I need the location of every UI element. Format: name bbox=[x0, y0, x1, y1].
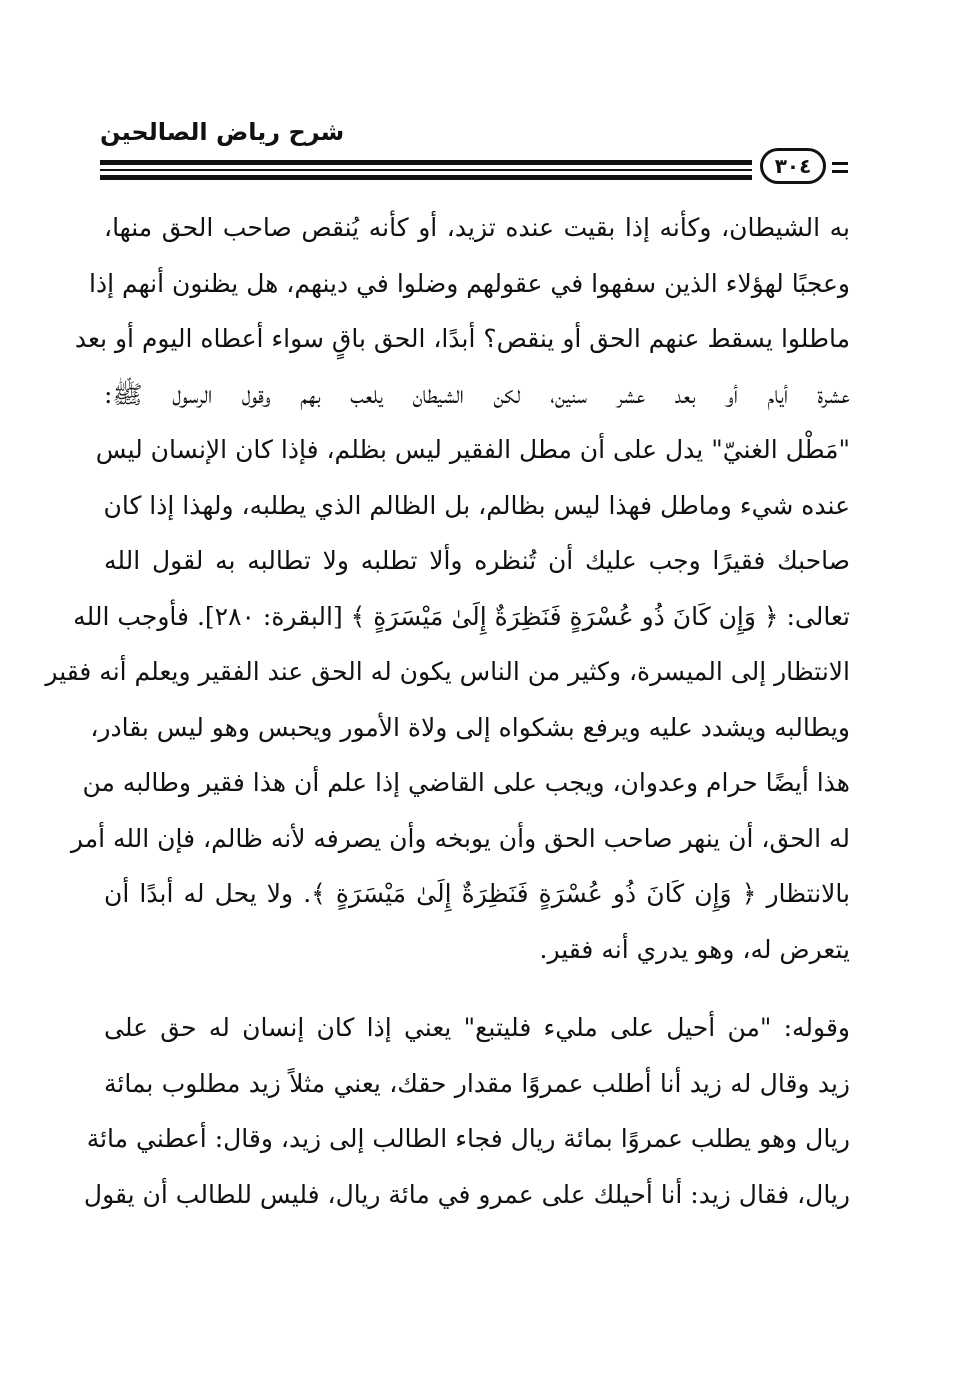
text-line: صاحبك فقيرًا وجب عليك أن تُنظره وألا تطلبه ولا تطالبه به لقول الله bbox=[104, 546, 850, 575]
text-line: يتعرض له، وهو يدري أنه فقير. bbox=[539, 934, 850, 964]
text-line: الانتظار إلى الميسرة، وكثير من الناس يكون له الحق عند الفقير ويعلم أنه فقير bbox=[45, 657, 850, 686]
text-line: عنده شيء وماطل فهذا ليس بظالم، بل الظالم الذي يطلبه، ولهذا إذا كان bbox=[103, 490, 850, 520]
text-line: ماطلوا يسقط عنهم الحق أو ينقص؟ أبدًا، الحق باقٍ سواء أعطاه اليوم أو بعد bbox=[74, 324, 850, 353]
page-number: ٣٠٤ bbox=[760, 148, 826, 184]
header-rule-thin bbox=[100, 169, 752, 171]
text-line: وقوله: "من أحيل على مليء فليتبع" يعني إذا كان إنسان له حق على bbox=[104, 1013, 850, 1042]
book-title: شرح رياض الصالحين bbox=[100, 118, 345, 146]
paragraph-1 bbox=[45, 200, 850, 977]
text-line: هذا أيضًا حرام وعدوان، ويجب على القاضي إذا علم أن هذا فقير وطالبه من bbox=[82, 768, 850, 797]
text-line: "مَطْل الغنيّ" يدل على أن مطل الفقير ليس بظلم، فإذا كان الإنسان ليس bbox=[95, 435, 850, 464]
page-number-mark bbox=[832, 162, 848, 174]
text-line-quran-verse: بالانتظار ﴿ وَإِن كَانَ ذُو عُسْرَةٍ فَنَظِرَةٌ إِلَىٰ مَيْسَرَةٍ ﴾. ولا يحل له أبدًا أن bbox=[104, 879, 850, 908]
text-line: ريال وهو يطلب عمروًا بمائة ريال فجاء الطالب إلى زيد، وقال: أعطني مائة bbox=[86, 1124, 850, 1153]
header-rule bbox=[100, 158, 752, 182]
text-line: له الحق، أن ينهر صاحب الحق وأن يوبخه وأن يصرفه لأنه ظالم، فإن الله أمر bbox=[70, 823, 850, 853]
header-rule-thick-bottom bbox=[100, 175, 752, 180]
text-line: به الشيطان، وكأنه إذا بقيت عنده تزيد، أو كأنه يُنقص صاحب الحق منها، bbox=[104, 213, 850, 242]
text-line: عشرة أيام أو بعد عشر سنين، لكن الشيطان يلعب بهم وقول الرسول ﷺ: bbox=[104, 379, 850, 409]
paragraph-2 bbox=[83, 1000, 850, 1222]
text-line: ويطالبه ويشدد عليه ويرفع بشكواه إلى ولاة الأمور ويحبس وهو ليس بقادر، bbox=[90, 712, 850, 742]
text-line: وعجبًا لهؤلاء الذين سفهوا في عقولهم وضلوا في دينهم، هل يظنون أنهم إذا bbox=[89, 268, 850, 298]
page-header bbox=[100, 118, 850, 188]
text-line: زيد وقال له زيد أنا أطلب عمروًا مقدار حقك، يعني مثلاً زيد مطلوب بمائة bbox=[104, 1068, 850, 1098]
header-rule-thick-top bbox=[100, 160, 752, 165]
text-line: ريال، فقال زيد: أنا أحيلك على عمرو في مائة ريال، فليس للطالب أن يقول bbox=[83, 1179, 850, 1209]
text-line-quran-verse: تعالى: ﴿ وَإِن كَانَ ذُو عُسْرَةٍ فَنَظِرَةٌ إِلَىٰ مَيْسَرَةٍ ﴾ [البقرة: ٢٨٠]. فأوجب الله bbox=[73, 601, 850, 631]
